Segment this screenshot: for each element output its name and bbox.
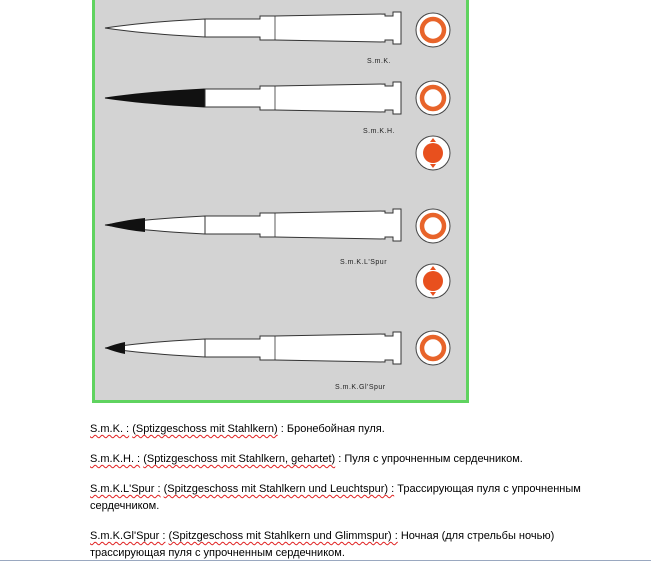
page-bottom-border: [0, 560, 651, 561]
primer-dot-1: [416, 136, 450, 170]
primer-ring-1: [416, 13, 450, 47]
description-smkh: [90, 451, 630, 468]
description-smk: [90, 421, 630, 438]
primer-ring-4: [416, 331, 450, 365]
cartridge-smk: [105, 12, 401, 44]
code: S.m.K.H. :: [90, 453, 141, 465]
label-smkh: S.m.K.H.: [363, 128, 396, 135]
label-smk: S.m.K.: [367, 58, 392, 65]
primer-ring-2: [416, 81, 450, 115]
german-name: (Spitzgeschoss mit Stahlkern und Leuchtspur) :: [163, 483, 395, 495]
russian-name: : Пуля с упрочненным сердечником.: [338, 453, 523, 465]
label-smkgl-spur: S.m.K.Gl'Spur: [335, 384, 386, 391]
code: S.m.K.Gl'Spur :: [90, 530, 166, 542]
code: S.m.K.L'Spur :: [90, 483, 161, 495]
cartridge-smkgl-spur: [105, 332, 401, 364]
german-name: (Spitzgeschoss mit Stahlkern und Glimmspur) :: [168, 530, 398, 542]
label-smkl-spur: S.m.K.L'Spur: [340, 259, 388, 266]
primer-ring-3: [416, 209, 450, 243]
russian-name: Трассирующая пуля с упрочненным сердечником.: [90, 483, 581, 512]
german-name: (Sptizgeschoss mit Stahlkern, gehartet): [143, 453, 336, 465]
description-smkl-spur: [90, 481, 630, 515]
german-name: (Sptizgeschoss mit Stahlkern): [132, 423, 278, 435]
cartridge-drawings: [95, 0, 472, 403]
cartridge-figure: [92, 0, 469, 403]
russian-name: : Бронебойная пуля.: [280, 423, 385, 435]
russian-name: Ночная (для стрельбы ночью) трассирующая пуля с упрочненным сердечником.: [90, 530, 555, 559]
cartridge-smkl-spur: [105, 209, 401, 241]
description-smkgl-spur: [90, 528, 630, 562]
code: S.m.K. :: [90, 423, 130, 435]
primer-dot-2: [416, 264, 450, 298]
cartridge-smkh: [105, 82, 401, 114]
